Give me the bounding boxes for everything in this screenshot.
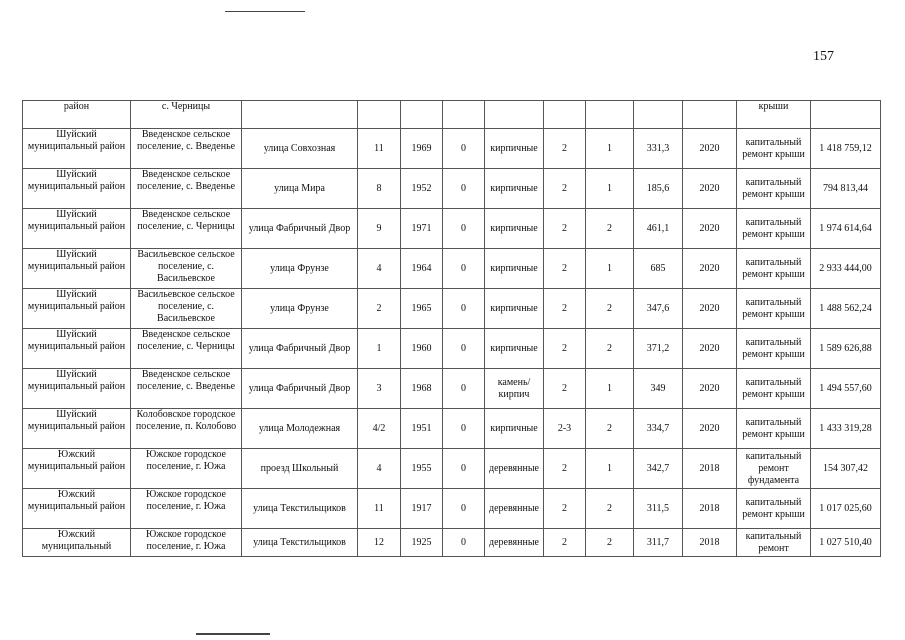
- table-cell: Введенское сельское поселение, с. Введенье: [131, 129, 242, 169]
- table-cell: крыши: [737, 101, 811, 129]
- table-cell: 0: [443, 289, 485, 329]
- table-cell: Введенское сельское поселение, с. Черницы: [131, 329, 242, 369]
- table-cell: 4: [358, 249, 401, 289]
- table-cell: 1968: [401, 369, 443, 409]
- table-row: [23, 449, 881, 489]
- table-cell: 2: [544, 289, 586, 329]
- table-cell: капитальный ремонт крыши: [737, 329, 811, 369]
- table-cell: 1964: [401, 249, 443, 289]
- table-cell: 342,7: [634, 449, 683, 489]
- table-cell: Шуйский муниципальный район: [23, 249, 131, 289]
- table-cell: 4/2: [358, 409, 401, 449]
- table-cell: 2018: [683, 529, 737, 557]
- footer-rule: [196, 633, 270, 635]
- table-cell: 1: [586, 249, 634, 289]
- table-cell: кирпичные: [485, 169, 544, 209]
- table-cell: кирпичные: [485, 209, 544, 249]
- table-cell: Шуйский муниципальный район: [23, 369, 131, 409]
- table-cell: Колобовское городское поселение, п. Колобово: [131, 409, 242, 449]
- table-cell: улица Фрунзе: [242, 249, 358, 289]
- table-cell: 2: [544, 529, 586, 557]
- table-cell: [544, 101, 586, 129]
- table-cell: Введенское сельское поселение, с. Черницы: [131, 209, 242, 249]
- table-cell: Шуйский муниципальный район: [23, 409, 131, 449]
- table-cell: кирпичные: [485, 289, 544, 329]
- table-cell: улица Фрунзе: [242, 289, 358, 329]
- table-cell: [443, 101, 485, 129]
- table-cell: кирпичные: [485, 249, 544, 289]
- table-cell: 2020: [683, 369, 737, 409]
- table-cell: 1: [586, 169, 634, 209]
- table-cell: 12: [358, 529, 401, 557]
- table-cell: [811, 101, 881, 129]
- table-cell: 1925: [401, 529, 443, 557]
- table-cell: деревянные: [485, 449, 544, 489]
- table-row: [23, 209, 881, 249]
- table-row: [23, 489, 881, 529]
- table-cell: 1917: [401, 489, 443, 529]
- table-cell: Шуйский муниципальный район: [23, 289, 131, 329]
- table-cell: капитальный ремонт крыши: [737, 169, 811, 209]
- table-cell: 185,6: [634, 169, 683, 209]
- table-cell: 2: [586, 289, 634, 329]
- table-cell: 0: [443, 369, 485, 409]
- table-cell: Южское городское поселение, г. Южа: [131, 529, 242, 557]
- table-cell: улица Молодежная: [242, 409, 358, 449]
- table-cell: улица Текстильщиков: [242, 529, 358, 557]
- table-cell: Введенское сельское поселение, с. Введенье: [131, 369, 242, 409]
- table-cell: кирпичные: [485, 409, 544, 449]
- table-cell: 0: [443, 329, 485, 369]
- table-cell: 2: [544, 129, 586, 169]
- header-rule: [225, 11, 305, 12]
- table-cell: 2: [544, 249, 586, 289]
- table-cell: 685: [634, 249, 683, 289]
- table-cell: 2020: [683, 209, 737, 249]
- table-cell: 11: [358, 129, 401, 169]
- table-cell: 2020: [683, 409, 737, 449]
- table-cell: 1: [358, 329, 401, 369]
- table-cell: район: [23, 101, 131, 129]
- table-row: [23, 329, 881, 369]
- table-cell: капитальный ремонт крыши: [737, 129, 811, 169]
- table-cell: 2: [586, 409, 634, 449]
- table-cell: [634, 101, 683, 129]
- table-cell: 1 017 025,60: [811, 489, 881, 529]
- table-cell: деревянные: [485, 529, 544, 557]
- table-cell: 2: [544, 329, 586, 369]
- table-cell: 331,3: [634, 129, 683, 169]
- table-cell: улица Фабричный Двор: [242, 369, 358, 409]
- table-cell: 2020: [683, 249, 737, 289]
- table-cell: 1 494 557,60: [811, 369, 881, 409]
- table-cell: 1 488 562,24: [811, 289, 881, 329]
- table-cell: 2: [544, 449, 586, 489]
- table-cell: 2018: [683, 449, 737, 489]
- table-cell: улица Мира: [242, 169, 358, 209]
- table-cell: 347,6: [634, 289, 683, 329]
- table-cell: 2020: [683, 129, 737, 169]
- table-cell: капитальный ремонт крыши: [737, 409, 811, 449]
- table-cell: улица Текстильщиков: [242, 489, 358, 529]
- table-row: [23, 249, 881, 289]
- table-cell: 1: [586, 449, 634, 489]
- table-cell: 1 589 626,88: [811, 329, 881, 369]
- table-cell: [401, 101, 443, 129]
- table-cell: 1952: [401, 169, 443, 209]
- table-cell: 0: [443, 129, 485, 169]
- table-cell: Васильевское сельское поселение, с. Васильевское: [131, 249, 242, 289]
- table-row: [23, 289, 881, 329]
- table-cell: капитальный ремонт фундамента: [737, 449, 811, 489]
- table-row: [23, 409, 881, 449]
- table-cell: 1 027 510,40: [811, 529, 881, 557]
- table-cell: 3: [358, 369, 401, 409]
- table-cell: 371,2: [634, 329, 683, 369]
- table-cell: 8: [358, 169, 401, 209]
- table-cell: 2018: [683, 489, 737, 529]
- table-cell: 2020: [683, 169, 737, 209]
- table-cell: Васильевское сельское поселение, с. Васильевское: [131, 289, 242, 329]
- table-cell: кирпичные: [485, 329, 544, 369]
- table-cell: Южский муниципальный: [23, 529, 131, 557]
- table-cell: 0: [443, 209, 485, 249]
- table-cell: Южское городское поселение, г. Южа: [131, 449, 242, 489]
- table-cell: 2: [586, 209, 634, 249]
- table-cell: улица Совхозная: [242, 129, 358, 169]
- table-cell: кирпичные: [485, 129, 544, 169]
- table-cell: 2: [544, 209, 586, 249]
- table-cell: 0: [443, 249, 485, 289]
- table-cell: капитальный ремонт: [737, 529, 811, 557]
- table-cell: 0: [443, 449, 485, 489]
- table-cell: капитальный ремонт крыши: [737, 289, 811, 329]
- table-row: [23, 369, 881, 409]
- table-cell: с. Черницы: [131, 101, 242, 129]
- repair-table: [22, 100, 881, 557]
- table-cell: 334,7: [634, 409, 683, 449]
- table-cell: 0: [443, 529, 485, 557]
- table-cell: Шуйский муниципальный район: [23, 129, 131, 169]
- table-cell: 1 418 759,12: [811, 129, 881, 169]
- table-cell: 1 974 614,64: [811, 209, 881, 249]
- table-cell: улица Фабричный Двор: [242, 329, 358, 369]
- table-cell: 2020: [683, 289, 737, 329]
- table-cell: 4: [358, 449, 401, 489]
- table-cell: 794 813,44: [811, 169, 881, 209]
- table-cell: [586, 101, 634, 129]
- table-cell: 1969: [401, 129, 443, 169]
- table-cell: 311,5: [634, 489, 683, 529]
- table-cell: 2: [586, 529, 634, 557]
- table-cell: 311,7: [634, 529, 683, 557]
- table-cell: 0: [443, 169, 485, 209]
- table-cell: Южское городское поселение, г. Южа: [131, 489, 242, 529]
- table-cell: 2: [544, 169, 586, 209]
- table-cell: 1951: [401, 409, 443, 449]
- table-cell: 1971: [401, 209, 443, 249]
- table-cell: камень/кирпич: [485, 369, 544, 409]
- table-cell: капитальный ремонт крыши: [737, 369, 811, 409]
- table-cell: капитальный ремонт крыши: [737, 489, 811, 529]
- table-cell: 9: [358, 209, 401, 249]
- table-cell: 2: [544, 369, 586, 409]
- table-cell: деревянные: [485, 489, 544, 529]
- table-cell: [485, 101, 544, 129]
- table-cell: 461,1: [634, 209, 683, 249]
- table-cell: 1960: [401, 329, 443, 369]
- table-row: [23, 529, 881, 557]
- table-cell: Южский муниципальный район: [23, 449, 131, 489]
- table-cell: 1: [586, 129, 634, 169]
- table-cell: 1955: [401, 449, 443, 489]
- table-cell: 1 433 319,28: [811, 409, 881, 449]
- table-cell: Шуйский муниципальный район: [23, 169, 131, 209]
- table-cell: 2 933 444,00: [811, 249, 881, 289]
- table-cell: Введенское сельское поселение, с. Введенье: [131, 169, 242, 209]
- table-cell: 0: [443, 409, 485, 449]
- table-cell: 2: [544, 489, 586, 529]
- table-cell: 0: [443, 489, 485, 529]
- table-cell: 349: [634, 369, 683, 409]
- table-cell: 2020: [683, 329, 737, 369]
- table-cell: улица Фабричный Двор: [242, 209, 358, 249]
- table-cell: [242, 101, 358, 129]
- table-cell: 1: [586, 369, 634, 409]
- page-number: 157: [813, 49, 834, 64]
- table-cell: 2: [358, 289, 401, 329]
- table-cell: 2: [586, 329, 634, 369]
- table-cell: 11: [358, 489, 401, 529]
- table-cell: [683, 101, 737, 129]
- table-cell: [358, 101, 401, 129]
- table-cell: проезд Школьный: [242, 449, 358, 489]
- table-cell: 2: [586, 489, 634, 529]
- table-cell: капитальный ремонт крыши: [737, 249, 811, 289]
- table-cell: 154 307,42: [811, 449, 881, 489]
- table-cell: 2-3: [544, 409, 586, 449]
- table-row: [23, 169, 881, 209]
- table-header-row: [23, 101, 881, 129]
- table-cell: капитальный ремонт крыши: [737, 209, 811, 249]
- table-cell: Шуйский муниципальный район: [23, 329, 131, 369]
- table-cell: Южский муниципальный район: [23, 489, 131, 529]
- table-cell: 1965: [401, 289, 443, 329]
- table-row: [23, 129, 881, 169]
- table-cell: Шуйский муниципальный район: [23, 209, 131, 249]
